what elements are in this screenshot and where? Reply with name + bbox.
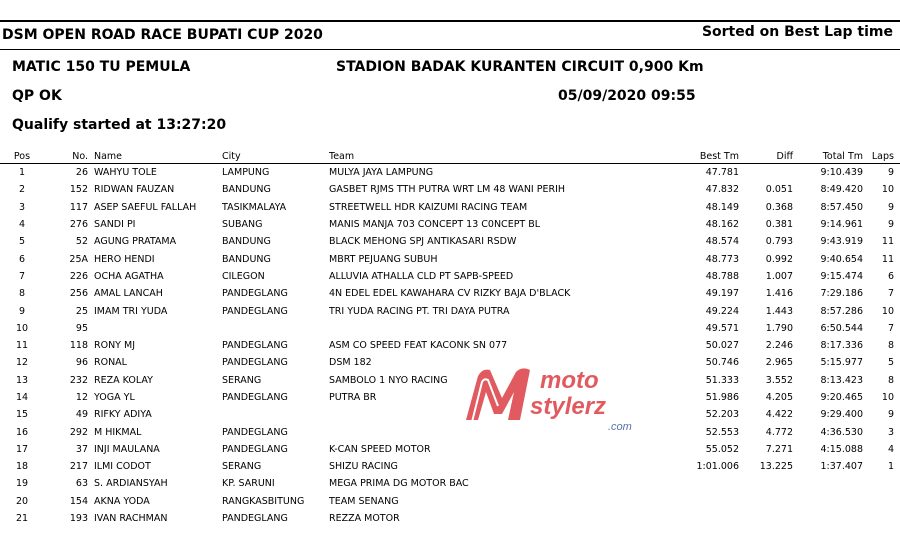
cell-total: 9:15.474 [820,270,863,282]
cell-best: 51.986 [705,392,739,403]
cell-total: 9:40.654 [820,253,863,265]
cell-best [651,475,739,492]
cell-team: TRI YUDA RACING PT. TRI DAYA PUTRA [329,305,510,317]
cell-total [793,475,863,492]
col-no: No. [44,150,94,164]
table-row [0,423,900,440]
cell-total: 5:15.977 [820,357,863,369]
cell-diff [739,493,793,510]
cell-total: 8:49.420 [820,184,863,196]
cell-best [651,493,739,510]
cell-best: 48.162 [705,219,739,231]
session-label: QP OK [12,88,62,104]
cell-team: ASM CO SPEED FEAT KACONK SN 077 [329,340,508,352]
cell-city: SERANG [222,461,262,473]
cell-best: 48.149 [705,201,739,213]
col-diff: Diff [739,150,793,164]
cell-diff: 4.422 [765,409,793,421]
cell-diff: 7.271 [765,443,793,455]
cell-city: PANDEGLANG [222,443,288,455]
cell-pos: 5 [18,236,26,248]
table-row [0,510,900,527]
table-row [0,441,900,458]
cell-team: STREETWELL HDR KAIZUMI RACING TEAM [329,201,528,213]
table-row [0,389,900,406]
cell-total: 9:20.465 [820,392,863,403]
cell-team: SAMBOLO 1 NYO RACING [329,374,448,386]
cell-pos: 7 [18,270,26,282]
cell-total: 1:37.407 [820,461,863,473]
table-row [0,250,900,267]
cell-laps [863,475,900,492]
cell-city: PANDEGLANG [222,305,288,317]
cell-pos: 18 [15,461,29,473]
table-row [0,475,900,492]
cell-best: 51.333 [705,374,739,386]
table-row [0,233,900,250]
cell-total [793,493,863,510]
cell-no: 276 [69,219,88,231]
cell-name: RONY MJ [94,340,136,352]
cell-city: PANDEGLANG [222,426,288,438]
cell-total: 9:10.439 [820,167,863,179]
cell-name: WAHYU TOLE [94,167,157,179]
cell-city: SERANG [222,374,262,386]
table-row [0,354,900,371]
cell-laps: 9 [887,409,894,421]
cell-laps: 9 [887,167,894,179]
cell-pos: 16 [15,426,29,438]
cell-best: 49.197 [705,288,739,300]
cell-diff: 13.225 [759,461,793,473]
cell-diff: 0.793 [765,236,793,248]
cell-pos: 13 [15,374,29,386]
cell-team: GASBET RJMS TTH PUTRA WRT LM 48 WANI PERIH [329,184,566,196]
cell-total: 8:57.286 [820,305,863,317]
cell-no: 152 [69,184,88,196]
sort-note: Sorted on Best Lap time [701,24,893,40]
cell-best [651,510,739,527]
col-team: Team [329,150,651,164]
cell-name: RIDWAN FAUZAN [94,184,175,196]
cell-no: 12 [75,392,88,403]
cell-no: 26 [75,167,88,179]
cell-diff: 0.381 [765,219,793,231]
watermark-text-com: .com [608,421,632,433]
cell-team: ALLUVIA ATHALLA CLD PT SAPB-SPEED [329,270,514,282]
cell-name: RONAL [94,357,127,369]
cell-name: REZA KOLAY [94,374,153,386]
cell-city: PANDEGLANG [222,392,288,403]
cell-diff: 0.051 [765,184,793,196]
circuit-name: STADION BADAK KURANTEN CIRCUIT 0,900 Km [336,59,704,75]
cell-best: 52.203 [705,409,739,421]
cell-team: SHIZU RACING [329,461,398,473]
cell-name: AMAL LANCAH [94,288,163,300]
cell-total: 8:57.450 [820,201,863,213]
cell-team: TEAM SENANG [329,495,399,507]
cell-name: INJI MAULANA [94,443,160,455]
cell-name: ASEP SAEFUL FALLAH [94,201,197,213]
cell-name: HERO HENDI [94,253,155,265]
watermark-text-moto: moto [540,367,599,394]
cell-best: 48.788 [705,270,739,282]
cell-name: IVAN RACHMAN [94,513,168,525]
cell-laps: 7 [887,288,894,300]
cell-laps: 9 [887,219,894,231]
cell-diff: 4.772 [765,426,793,438]
cell-no: 154 [69,495,88,507]
cell-pos: 3 [18,201,26,213]
cell-laps: 4 [887,443,894,455]
header-row [0,150,900,164]
cell-no: 292 [69,426,88,438]
cell-diff: 2.965 [765,357,793,369]
cell-city [222,320,329,337]
table-row [0,216,900,233]
cell-city: PANDEGLANG [222,288,288,300]
cell-laps: 10 [881,305,894,317]
cell-pos: 2 [18,184,26,196]
cell-diff [739,510,793,527]
cell-total: 9:14.961 [820,219,863,231]
cell-name: SANDI PI [94,219,136,231]
cell-laps: 10 [881,184,894,196]
table-row [0,302,900,319]
cell-pos: 10 [15,322,29,334]
cell-no: 226 [69,270,88,282]
cell-best: 55.052 [705,443,739,455]
cell-best: 47.832 [705,184,739,196]
cell-best: 49.224 [705,305,739,317]
cell-diff: 4.205 [765,392,793,403]
cell-diff: 0.368 [765,201,793,213]
cell-best: 1:01.006 [696,461,739,473]
class-name: MATIC 150 TU PEMULA [12,59,191,75]
table-row [0,199,900,216]
cell-no: 256 [69,288,88,300]
cell-no: 25 [75,305,88,317]
results-table [0,150,900,527]
cell-total [793,510,863,527]
table-row [0,320,900,337]
title-rule [0,49,900,50]
cell-city: RANGKASBITUNG [222,495,305,507]
table-row [0,268,900,285]
cell-name: RIFKY ADIYA [94,409,152,421]
cell-diff: 0.992 [765,253,793,265]
cell-total: 9:29.400 [820,409,863,421]
event-title: DSM OPEN ROAD RACE BUPATI CUP 2020 [2,27,323,43]
table-row [0,372,900,389]
cell-no: 25A [69,253,88,265]
cell-laps: 11 [881,236,894,248]
col-name: Name [94,150,222,164]
results-body [0,164,900,528]
qualify-start: Qualify started at 13:27:20 [12,117,227,133]
cell-team: K-CAN SPEED MOTOR [329,443,431,455]
cell-pos: 11 [15,340,29,352]
cell-diff [739,164,793,182]
cell-laps: 1 [887,461,894,473]
cell-diff [739,475,793,492]
cell-best: 50.746 [705,357,739,369]
cell-pos: 6 [18,253,26,265]
cell-best: 48.574 [705,236,739,248]
cell-name: AGUNG PRATAMA [94,236,177,248]
cell-laps: 7 [887,322,894,334]
cell-no: 96 [75,357,88,369]
cell-name: IMAM TRI YUDA [94,305,168,317]
col-city: City [222,150,329,164]
cell-pos: 20 [15,495,29,507]
cell-team: PUTRA BR [329,392,377,403]
cell-team [329,423,651,440]
cell-no: 118 [69,340,88,352]
cell-laps: 3 [887,426,894,438]
cell-total: 4:15.088 [820,443,863,455]
cell-total: 8:17.336 [820,340,863,352]
cell-diff: 1.790 [765,322,793,334]
cell-laps: 11 [881,253,894,265]
cell-laps: 10 [881,392,894,403]
cell-city: LAMPUNG [222,167,270,179]
cell-diff: 1.007 [765,270,793,282]
cell-no: 95 [75,322,88,334]
cell-team [329,406,651,423]
cell-no: 37 [75,443,88,455]
cell-best: 47.781 [705,167,739,179]
cell-name: ILMI CODOT [94,461,151,473]
table-row [0,458,900,475]
cell-diff: 1.443 [765,305,793,317]
cell-best: 52.553 [705,426,739,438]
cell-no: 49 [75,409,88,421]
cell-city: CILEGON [222,270,265,282]
watermark-text-stylerz: stylerz [530,393,607,420]
cell-pos: 9 [18,305,26,317]
cell-pos: 1 [18,167,26,179]
cell-best: 50.027 [705,340,739,352]
cell-city: PANDEGLANG [222,513,288,525]
cell-city: KP. SARUNI [222,478,275,490]
table-row [0,181,900,198]
cell-pos: 19 [15,478,29,490]
cell-no: 52 [75,236,88,248]
cell-pos: 21 [15,513,29,525]
cell-no: 217 [69,461,88,473]
cell-laps: 6 [887,270,894,282]
cell-best: 49.571 [705,322,739,334]
cell-laps [863,493,900,510]
cell-team: MEGA PRIMA DG MOTOR BAC [329,478,469,490]
cell-no: 117 [69,201,88,213]
cell-name: S. ARDIANSYAH [94,478,168,490]
cell-city: BANDUNG [222,184,271,196]
cell-city: PANDEGLANG [222,357,288,369]
table-row [0,285,900,302]
cell-team: 4N EDEL EDEL KAWAHARA CV RIZKY BAJA D'BLACK [329,288,571,300]
cell-team: REZZA MOTOR [329,513,400,525]
cell-laps [863,510,900,527]
table-row [0,337,900,354]
cell-city: SUBANG [222,219,263,231]
cell-pos: 15 [15,409,29,421]
col-best: Best Tm [651,150,739,164]
cell-laps: 8 [887,340,894,352]
cell-laps: 9 [887,201,894,213]
col-total: Total Tm [793,150,863,164]
table-row [0,493,900,510]
table-row [0,406,900,423]
cell-city: BANDUNG [222,236,271,248]
cell-team: MULYA JAYA LAMPUNG [329,167,434,179]
cell-name: AKNA YODA [94,495,150,507]
cell-city: BANDUNG [222,253,271,265]
cell-no: 63 [75,478,88,490]
session-datetime: 05/09/2020 09:55 [558,88,696,104]
cell-no: 232 [69,374,88,386]
top-rule [0,20,900,22]
cell-total: 7:29.186 [820,288,863,300]
cell-best: 48.773 [705,253,739,265]
cell-pos: 8 [18,288,26,300]
cell-total: 4:36.530 [820,426,863,438]
cell-pos: 17 [15,443,29,455]
cell-team: MBRT PEJUANG SUBUH [329,253,438,265]
cell-pos: 4 [18,219,26,231]
cell-diff: 3.552 [765,374,793,386]
cell-name: OCHA AGATHA [94,270,164,282]
cell-pos: 12 [15,357,29,369]
cell-laps: 5 [887,357,894,369]
cell-total: 6:50.544 [820,322,863,334]
cell-total: 8:13.423 [820,374,863,386]
cell-name [94,320,222,337]
cell-city: TASIKMALAYA [222,201,287,213]
col-laps: Laps [863,150,900,164]
table-row [0,164,900,182]
col-pos: Pos [0,150,44,164]
cell-laps: 8 [887,374,894,386]
cell-total: 9:43.919 [820,236,863,248]
cell-name: M HIKMAL [94,426,142,438]
cell-diff: 1.416 [765,288,793,300]
cell-team [329,320,651,337]
cell-team: MANIS MANJA 703 CONCEPT 13 C0NCEPT BL [329,219,541,231]
cell-name: YOGA YL [94,392,135,403]
cell-city [222,406,329,423]
cell-team: BLACK MEHONG SPJ ANTIKASARI RSDW [329,236,517,248]
cell-diff: 2.246 [765,340,793,352]
cell-pos: 14 [15,392,29,403]
cell-team: DSM 182 [329,357,372,369]
cell-no: 193 [69,513,88,525]
cell-city: PANDEGLANG [222,340,288,352]
